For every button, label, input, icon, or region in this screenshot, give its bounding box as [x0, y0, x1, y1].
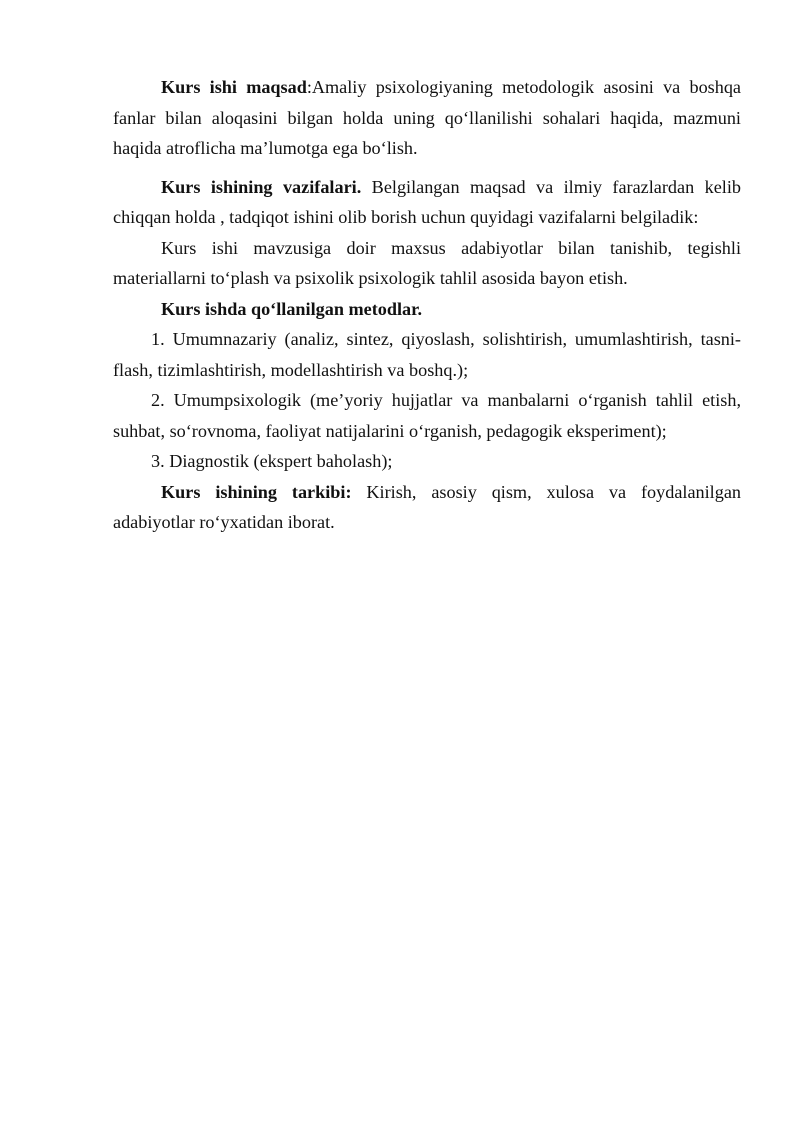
task-description-paragraph [113, 233, 741, 294]
method-item-2: 2. Umumpsixologik (me’yoriy hujjatlar va manbalarni o‘rganish tahlil etish, suhbat, so‘rovnoma, faoliyat natijalarini o‘rganish, pedagogik eksperiment); [113, 390, 741, 441]
methods-heading-paragraph [113, 294, 741, 325]
course-tasks-text: Belgilangan maqsad va ilmiy farazlardan kelib chiqqan holda , tadqiqot ishini olib borish uchun quyidagi vazifalarni belgiladik: [113, 176, 741, 227]
course-structure-text: Kirish, asosiy qism, xulosa va foydalanilgan adabiyotlar ro‘yxatidan iborat. [113, 481, 741, 532]
course-goal-text: :Amaliy psixologiyaning metodologik asosini va boshqa fanlar bilan aloqasini bilgan holda uning qo‘llanilishi sohalari haqida, mazmuni haqida atroflicha ma’lumotga ega bo‘lish. [113, 77, 742, 158]
document-body [113, 72, 741, 538]
course-structure-paragraph [113, 477, 741, 538]
course-tasks-paragraph [113, 172, 741, 233]
method-item-1: 1. Umumnazariy (analiz, sintez, qiyoslash, solishtirish, umumlashtirish, tasni-flash, tizimlashtirish, modellashtirish va boshq.); [113, 329, 741, 380]
course-goal-label: Kurs ishi maqsad [161, 77, 307, 97]
course-goal-paragraph [113, 72, 741, 164]
course-tasks-label: Kurs ishining vazifalari. [161, 176, 362, 197]
method-item-3: 3. Diagnostik (ekspert baholash); [151, 451, 393, 471]
task-description-text: Kurs ishi mavzusiga doir maxsus adabiyotlar bilan tanishib, tegishli materiallarni to‘plash va psixolik psixologik tahlil asosida bayon etish. [113, 237, 741, 288]
methods-heading: Kurs ishda qo‘llanilgan metodlar. [161, 298, 423, 319]
course-structure-label: Kurs ishining tarkibi: [161, 481, 352, 502]
